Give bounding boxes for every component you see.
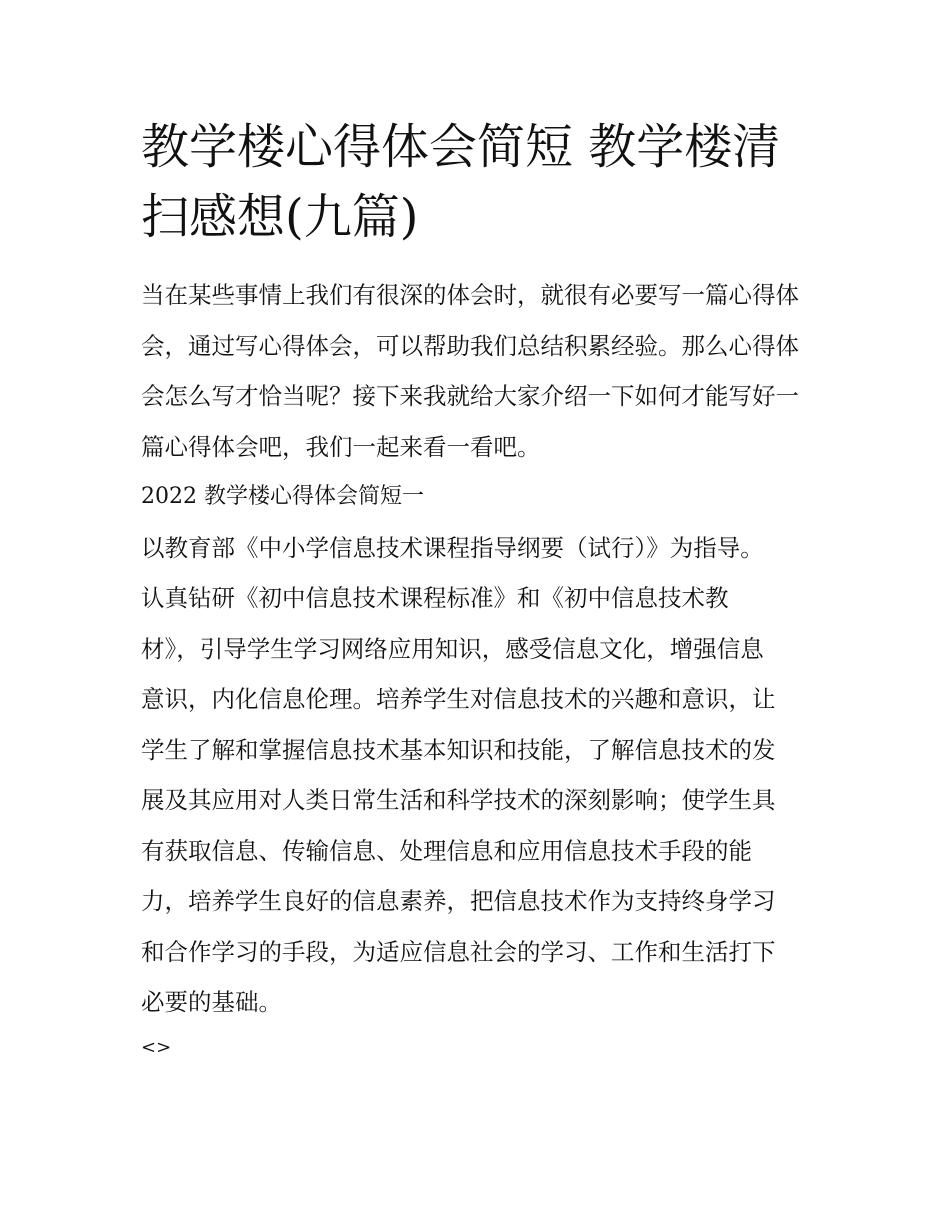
intro-paragraph: 当在某些事情上我们有很深的体会时，就很有必要写一篇心得体会，通过写心得体会，可以帮助我们总结积累经验。那么心得体会怎么写才恰当呢？接下来我就给大家介绍一下如何才能写好一篇心得体会吧，我们一起来看一看吧。	[141, 281, 799, 461]
document-page	[141, 112, 813, 1068]
body-line: 以教育部《中小学信息技术课程指导纲要（试行）》为指导。	[141, 533, 764, 562]
section-heading: 2022 教学楼心得体会简短一	[141, 484, 424, 509]
body-line: 学生了解和掌握信息技术基本知识和技能，了解信息技术的发	[141, 735, 776, 764]
body-line: 展及其应用对人类日常生活和科学技术的深刻影响；使学生具	[141, 786, 776, 814]
body-paragraph	[141, 523, 813, 1028]
body-line: 有获取信息、传输信息、处理信息和应用信息技术手段的能	[141, 836, 752, 865]
body-line: 材》，引导学生学习网络应用知识，感受信息文化，增强信息	[141, 634, 764, 663]
document-title: 教学楼心得体会简短 教学楼清扫感想(九篇)	[141, 119, 781, 245]
nav-marker[interactable]: <>	[141, 1036, 172, 1058]
body-line: 力，培养学生良好的信息素养，把信息技术作为支持终身学习	[141, 887, 776, 915]
body-line: 必要的基础。	[141, 988, 282, 1016]
body-line: 和合作学习的手段，为适应信息社会的学习、工作和生活打下	[141, 937, 776, 966]
body-line: 认真钻研《初中信息技术课程标准》和《初中信息技术教	[141, 584, 729, 612]
body-line: 意识，内化信息伦理。培养学生对信息技术的兴趣和意识，让	[141, 685, 776, 713]
